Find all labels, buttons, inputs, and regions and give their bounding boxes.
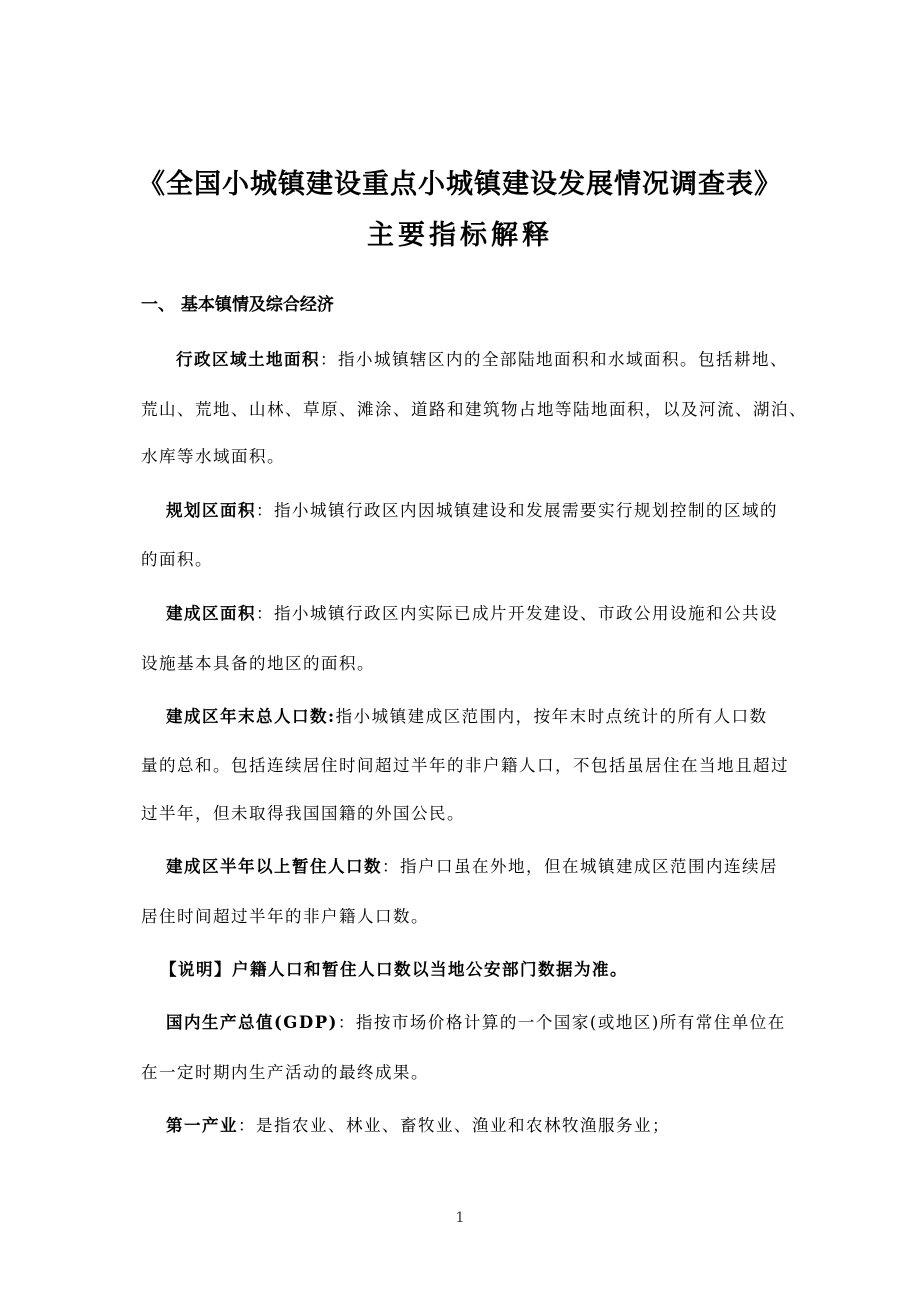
document-subtitle: 主要指标解释 xyxy=(367,220,553,251)
section-heading: 一、 基本镇情及综合经济 xyxy=(141,295,334,315)
term-label: 第一产业 xyxy=(166,1116,238,1135)
paragraph-planning-area-line-1: 规划区面积：指小城镇行政区内因城镇建设和发展需要实行规划控制的区域的 xyxy=(166,501,778,520)
paragraph-year-end-population-line-3: 过半年，但未取得我国国籍的外国公民。 xyxy=(141,804,465,823)
paragraph-land-area-line-1: 行政区域土地面积：指小城镇辖区内的全部陆地面积和水域面积。包括耕地、 xyxy=(176,350,788,369)
paragraph-planning-area-line-2: 的面积。 xyxy=(141,550,213,569)
term-label: 建成区年末总人口数 xyxy=(166,707,328,726)
paragraph-land-area-line-2: 荒山、荒地、山林、草原、滩涂、道路和建筑物占地等陆地面积，以及河流、湖泊、 xyxy=(141,400,807,419)
paragraph-temporary-population-line-1: 建成区半年以上暂住人口数：指户口虽在外地，但在城镇建成区范围内连续居 xyxy=(166,857,778,876)
note-label: 【说明】 xyxy=(160,960,232,979)
paragraph-primary-industry-line-1: 第一产业：是指农业、林业、畜牧业、渔业和农林牧渔服务业； xyxy=(166,1116,670,1135)
paragraph-year-end-population-line-1: 建成区年末总人口数:指小城镇建成区范围内，按年末时点统计的所有人口数 xyxy=(166,707,768,726)
page-number: 1 xyxy=(455,1210,465,1226)
paragraph-land-area-line-3: 水库等水域面积。 xyxy=(141,447,285,466)
term-label: 规划区面积 xyxy=(166,501,256,520)
paragraph-gdp-line-2: 在一定时期内生产活动的最终成果。 xyxy=(141,1063,429,1082)
document-title: 《全国小城镇建设重点小城镇建设发展情况调查表》 xyxy=(138,169,782,200)
term-label: 建成区面积 xyxy=(166,604,256,623)
note-paragraph: 【说明】户籍人口和暂住人口数以当地公安部门数据为准。 xyxy=(160,960,628,979)
paragraph-temporary-population-line-2: 居住时间超过半年的非户籍人口数。 xyxy=(141,907,429,926)
term-label: 建成区半年以上暂住人口数 xyxy=(166,857,382,876)
paragraph-year-end-population-line-2: 量的总和。包括连续居住时间超过半年的非户籍人口，不包括虽居住在当地且超过 xyxy=(141,756,789,775)
term-label: 国内生产总值(GDP) xyxy=(166,1013,338,1032)
term-label: 行政区域土地面积 xyxy=(176,350,320,369)
paragraph-built-area-line-2: 设施基本具备的地区的面积。 xyxy=(141,654,375,673)
paragraph-built-area-line-1: 建成区面积：指小城镇行政区内实际已成片开发建设、市政公用设施和公共设 xyxy=(166,604,778,623)
paragraph-gdp-line-1: 国内生产总值(GDP)：指按市场价格计算的一个国家(或地区)所有常住单位在 xyxy=(166,1013,786,1032)
